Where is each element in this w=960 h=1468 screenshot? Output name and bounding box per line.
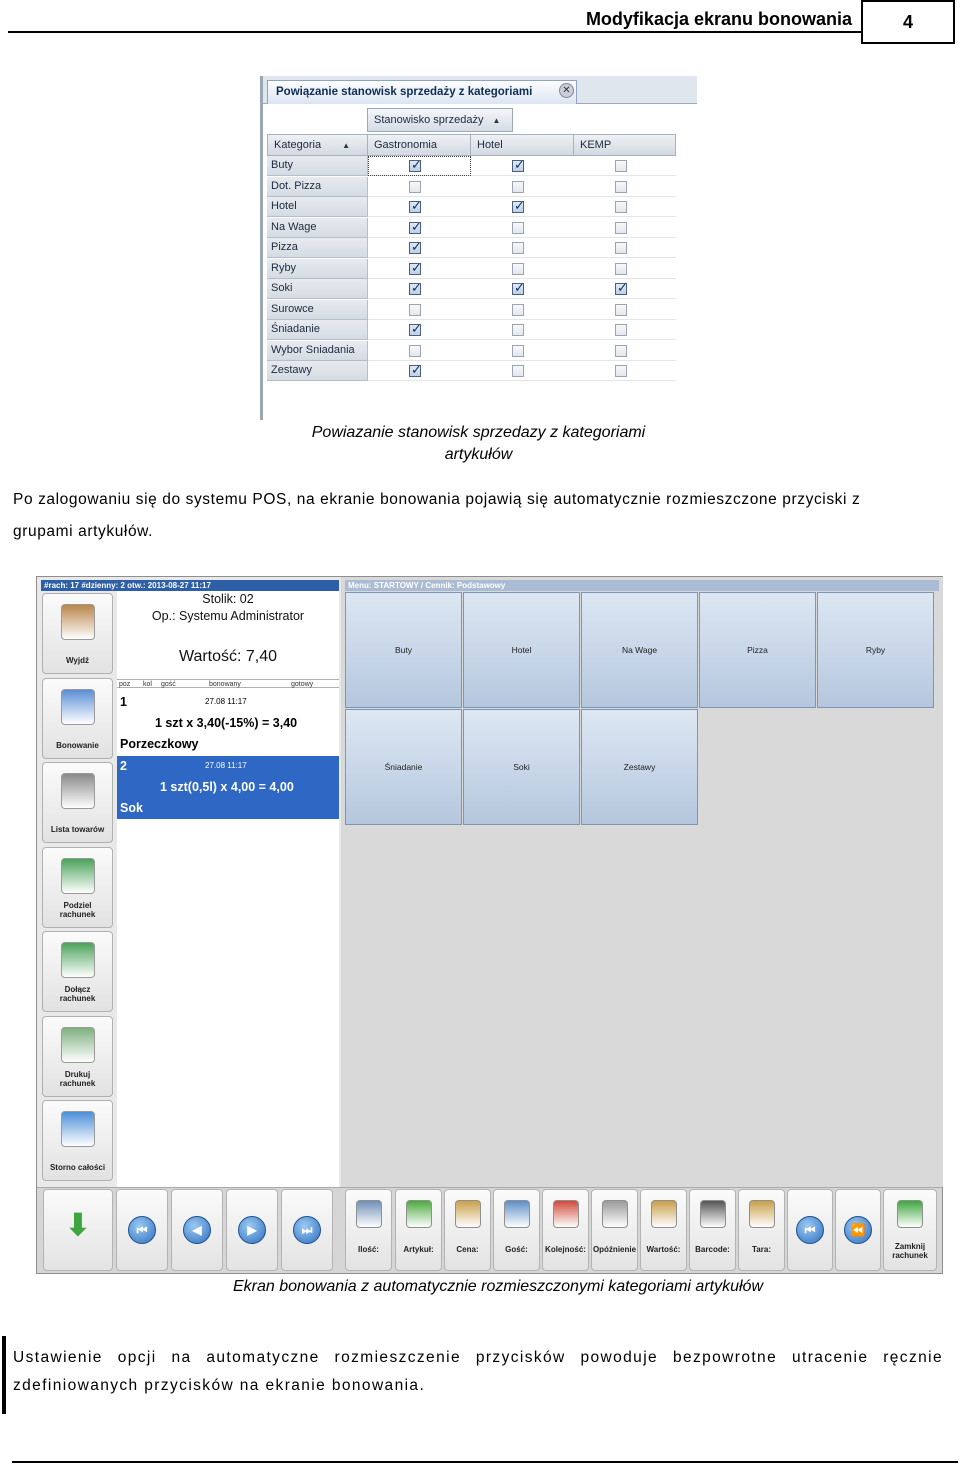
- category-button-ryby[interactable]: Ryby: [817, 592, 934, 708]
- category-row-label[interactable]: Zestawy: [267, 361, 368, 381]
- ilość-button[interactable]: [345, 1189, 392, 1271]
- category-button-śniadanie[interactable]: Śniadanie: [345, 709, 462, 825]
- assignment-checkbox[interactable]: [409, 365, 421, 377]
- assignment-checkbox[interactable]: [512, 263, 524, 275]
- button-label: Barcode:: [695, 1245, 730, 1254]
- button-label: Storno całości: [49, 1163, 106, 1172]
- artykuł-button[interactable]: [395, 1189, 442, 1271]
- group-by-header[interactable]: [367, 108, 513, 132]
- button-label: Lista towarów: [50, 825, 105, 834]
- col-header-gosc: gość: [161, 681, 176, 688]
- print-icon: [61, 1027, 95, 1063]
- figure1-caption-line1: Powiazanie stanowisk sprzedazy z kategoriami: [311, 424, 646, 441]
- assignment-checkbox[interactable]: [409, 263, 421, 275]
- dołącz-button[interactable]: [42, 931, 113, 1012]
- category-row-label[interactable]: Dot. Pizza: [267, 177, 368, 197]
- assignment-checkbox[interactable]: [512, 324, 524, 336]
- assignment-checkbox[interactable]: [615, 365, 627, 377]
- button-label: Ilość:: [358, 1245, 379, 1254]
- button-label: Bonowanie: [56, 740, 99, 750]
- item-name: Sok: [120, 801, 143, 815]
- receipt-nav-button[interactable]: [116, 1189, 168, 1271]
- receipt-nav-button[interactable]: [281, 1189, 333, 1271]
- category-row-label[interactable]: Śniadanie: [267, 320, 368, 340]
- button-label: Drukuj rachunek: [59, 1069, 96, 1088]
- assignment-checkbox[interactable]: [409, 181, 421, 193]
- gość-button[interactable]: [493, 1189, 540, 1271]
- list-icon: [61, 773, 95, 809]
- assignment-checkbox[interactable]: [512, 283, 524, 295]
- receipt-nav-button[interactable]: [226, 1189, 278, 1271]
- page-number: 4: [861, 0, 955, 44]
- assignment-checkbox[interactable]: [615, 324, 627, 336]
- figure2-caption: Ekran bonowania z automatycznie rozmieszczonymi kategoriami artykułów: [233, 1278, 763, 1295]
- button-label: Zamknij rachunek: [892, 1242, 928, 1260]
- drukuj-button[interactable]: [42, 1016, 113, 1097]
- previous-icon: ◀: [183, 1216, 211, 1244]
- warning-note-line1: Ustawienie opcji na automatyczne rozmieszczenie przycisków powoduje bezpowrotne utracenie ręcznie: [13, 1349, 943, 1366]
- sort-up-icon: ▲: [342, 141, 351, 150]
- assignment-checkbox[interactable]: [615, 222, 627, 234]
- join-icon: [61, 942, 95, 978]
- button-label: Wyjdź: [66, 656, 89, 665]
- intro-paragraph-line2: grupami artykułów.: [13, 523, 154, 540]
- header-rule: [8, 31, 862, 33]
- item-position: 1: [120, 695, 127, 709]
- table-label: Stolik: 02: [202, 592, 254, 606]
- opóźnienie-button[interactable]: [591, 1189, 638, 1271]
- category-menu-panel: [342, 577, 943, 1187]
- category-nav-button[interactable]: [835, 1189, 881, 1271]
- bottom-toolbar: [37, 1187, 942, 1273]
- assignment-checkbox[interactable]: [409, 201, 421, 213]
- button-label: Tara:: [752, 1245, 771, 1254]
- note-marker: [2, 1336, 6, 1414]
- door-icon: [61, 604, 95, 640]
- assignment-checkbox[interactable]: [512, 345, 524, 357]
- assignment-checkbox[interactable]: [409, 324, 421, 336]
- item-time: 27.08 11:17: [205, 761, 247, 770]
- close-bill-icon: [897, 1200, 923, 1228]
- button-label: Opóźnienie: [592, 1245, 637, 1254]
- category-row-label[interactable]: Soki: [267, 279, 368, 299]
- button-label: Wartość:: [646, 1245, 681, 1254]
- assignment-window-screenshot: [260, 76, 697, 420]
- button-label: Dołącz rachunek: [59, 985, 96, 1003]
- cena-button[interactable]: [444, 1189, 491, 1271]
- footer-rule: [12, 1461, 958, 1463]
- lista-towarów-button[interactable]: [42, 762, 113, 843]
- order-icon: [553, 1200, 579, 1228]
- first-page-icon: ⏪: [844, 1216, 872, 1244]
- receipt-item-selected[interactable]: [117, 756, 339, 819]
- last-page-icon: ⏭: [293, 1216, 321, 1244]
- col-header-gotowy: gotowy: [291, 681, 314, 688]
- category-button-pizza[interactable]: Pizza: [699, 592, 816, 708]
- assignment-checkbox[interactable]: [512, 242, 524, 254]
- assignment-checkbox[interactable]: [615, 263, 627, 275]
- barcode-icon: [700, 1200, 726, 1228]
- category-row-label[interactable]: Ryby: [267, 259, 368, 279]
- assignment-checkbox[interactable]: [615, 242, 627, 254]
- next-icon: ▶: [238, 1216, 266, 1244]
- value-icon: [651, 1200, 677, 1228]
- col-header-bonowany: bonowany: [209, 681, 241, 688]
- item-time: 27.08 11:17: [205, 697, 247, 706]
- pos-left-panel: [37, 577, 341, 1187]
- operator-label: Op.: Systemu Administrator: [151, 609, 305, 623]
- pos-screen-screenshot: [36, 576, 943, 1274]
- receipt-column-headers: [117, 679, 339, 688]
- storno-całości-button[interactable]: [42, 1100, 113, 1181]
- button-label: Podziel rachunek: [59, 900, 96, 919]
- sort-up-icon: ▲: [492, 116, 501, 125]
- intro-paragraph-line1: Po zalogowaniu się do systemu POS, na ekranie bonowania pojawią się automatycznie rozmieszczone przyciski z: [13, 491, 861, 508]
- assignment-checkbox[interactable]: [409, 242, 421, 254]
- assignment-checkbox[interactable]: [615, 181, 627, 193]
- column-header-hotel[interactable]: Hotel: [470, 134, 574, 156]
- kolejność-button[interactable]: [542, 1189, 589, 1271]
- figure1-caption-line2: artykułów: [444, 446, 513, 463]
- category-row-label[interactable]: Na Wage: [267, 218, 368, 238]
- scale-icon: [749, 1200, 775, 1228]
- stopwatch-icon: [602, 1200, 628, 1228]
- assignment-checkbox[interactable]: [409, 222, 421, 234]
- split-icon: [61, 858, 95, 894]
- total-value: Wartość: 7,40: [178, 648, 278, 665]
- tab-assignment[interactable]: [267, 80, 577, 104]
- assignment-checkbox[interactable]: [615, 283, 627, 295]
- assignment-checkbox[interactable]: [615, 160, 627, 172]
- category-row-label[interactable]: Buty: [267, 156, 368, 176]
- category-row-label[interactable]: Wybor Sniadania: [267, 341, 368, 361]
- category-button-zestawy[interactable]: Zestawy: [581, 709, 698, 825]
- bill-info-bar: #rach: 17 #dzienny: 2 otw.: 2013-08-27 11:17: [41, 580, 339, 591]
- column-header-kemp[interactable]: KEMP: [573, 134, 676, 156]
- item-name: Porzeczkowy: [120, 737, 199, 751]
- assignment-checkbox[interactable]: [409, 304, 421, 316]
- tab-close-icon[interactable]: ✕: [559, 83, 574, 98]
- button-label: Kolejność:: [545, 1245, 586, 1254]
- assignment-checkbox[interactable]: [512, 304, 524, 316]
- assignment-checkbox[interactable]: [512, 160, 524, 172]
- guests-icon: [504, 1200, 530, 1228]
- wartość-button[interactable]: [640, 1189, 687, 1271]
- barcode-button[interactable]: [689, 1189, 736, 1271]
- scroll-down-button[interactable]: [43, 1189, 113, 1271]
- bonowanie-icon: [61, 689, 95, 725]
- assignment-checkbox[interactable]: [615, 201, 627, 213]
- assignment-checkbox[interactable]: [512, 222, 524, 234]
- category-button-soki[interactable]: Soki: [463, 709, 580, 825]
- box-icon: [406, 1200, 432, 1228]
- category-row-label[interactable]: Surowce: [267, 300, 368, 320]
- bonowanie-button[interactable]: [42, 678, 113, 759]
- wyjdź-button[interactable]: [42, 593, 113, 674]
- column-header-gastronomia[interactable]: Gastronomia: [367, 134, 471, 156]
- warning-note: [13, 1344, 943, 1400]
- item-quantity-line: 1 szt(0,5l) x 4,00 = 4,00: [160, 780, 294, 794]
- podziel-button[interactable]: [42, 847, 113, 928]
- warning-note-line2: zdefiniowanych przycisków na ekranie bonowania.: [13, 1377, 426, 1394]
- receipt-nav-button[interactable]: [171, 1189, 223, 1271]
- tab-strip: [263, 76, 697, 104]
- zamknij-button[interactable]: [883, 1189, 937, 1271]
- col-header-poz: poz: [119, 681, 131, 688]
- col-header-kol: kol: [143, 681, 152, 688]
- category-button-buty[interactable]: Buty: [345, 592, 462, 708]
- tab-assignment-label: Powiązanie stanowisk sprzedaży z kategoriami: [276, 86, 533, 98]
- button-label: Cena:: [456, 1245, 479, 1254]
- button-label: Artykuł:: [403, 1245, 434, 1254]
- assignment-checkbox[interactable]: [615, 304, 627, 316]
- item-quantity-line: 1 szt x 3,40(-15%) = 3,40: [155, 716, 298, 730]
- category-row-label[interactable]: Hotel: [267, 197, 368, 217]
- button-label: Gość:: [505, 1245, 528, 1254]
- first-page-icon: ⏮: [128, 1216, 156, 1244]
- arrow-down-icon: ⬇: [65, 1209, 91, 1242]
- assignment-checkbox[interactable]: [409, 345, 421, 357]
- coins-icon: [455, 1200, 481, 1228]
- receipt-panel: [117, 591, 339, 1187]
- menu-info-bar: Menu: STARTOWY / Cennik: Podstawowy: [345, 580, 939, 591]
- tara-button[interactable]: [738, 1189, 785, 1271]
- group-by-label: Stanowisko sprzedaży: [374, 114, 484, 126]
- previous-icon: ⏮: [796, 1216, 824, 1244]
- category-nav-button[interactable]: [787, 1189, 833, 1271]
- assignment-grid: [263, 104, 697, 420]
- recycle-bin-icon: [61, 1111, 95, 1147]
- assignment-checkbox[interactable]: [512, 181, 524, 193]
- category-row-label[interactable]: Pizza: [267, 238, 368, 258]
- category-button-hotel[interactable]: Hotel: [463, 592, 580, 708]
- category-column-label: Kategoria: [274, 139, 322, 151]
- calculator-icon: [356, 1200, 382, 1228]
- assignment-checkbox[interactable]: [409, 283, 421, 295]
- category-column-header[interactable]: [267, 134, 368, 156]
- page-header-title: Modyfikacja ekranu bonowania: [585, 9, 852, 29]
- category-button-na-wage[interactable]: Na Wage: [581, 592, 698, 708]
- assignment-checkbox[interactable]: [512, 365, 524, 377]
- item-position: 2: [120, 759, 127, 773]
- assignment-checkbox[interactable]: [615, 345, 627, 357]
- focused-cell: [368, 156, 471, 176]
- assignment-checkbox[interactable]: [512, 201, 524, 213]
